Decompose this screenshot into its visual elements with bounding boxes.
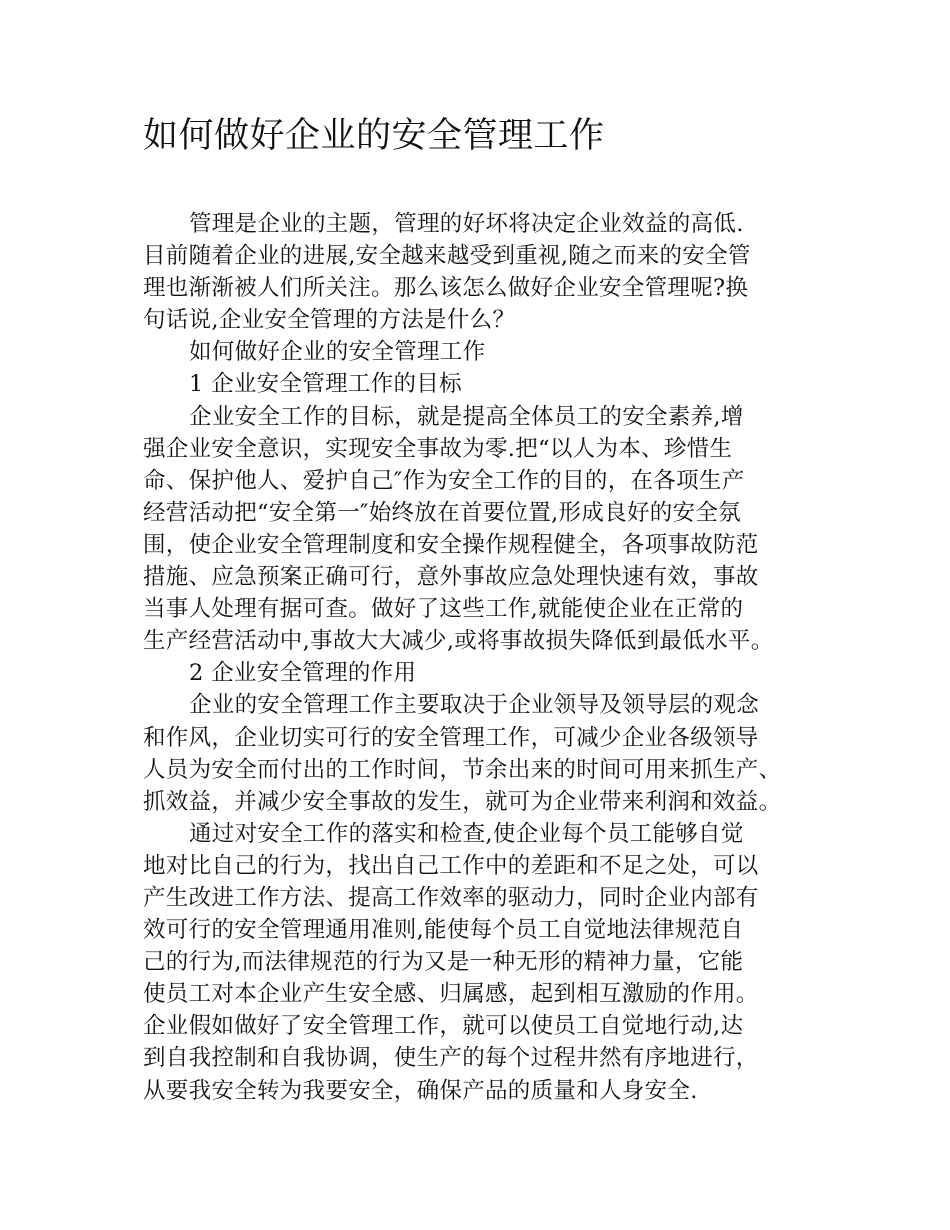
paragraph-start-line: 通过对安全工作的落实和检查,使企业每个员工能够自觉 <box>189 820 744 847</box>
text-line: 效可行的安全管理通用准则,能使每个员工自觉地法律规范自 <box>143 917 744 944</box>
document-title: 如何做好企业的安全管理工作 <box>143 116 605 156</box>
text-line: 围，使企业安全管理制度和安全操作规程健全，各项事故防范 <box>143 531 759 558</box>
paragraph-start-line: 如何做好企业的安全管理工作 <box>189 339 486 366</box>
text-line: 目前随着企业的进展,安全越来越受到重视,随之而来的安全管 <box>143 243 751 270</box>
paragraph-start-line: 企业安全工作的目标，就是提高全体员工的安全素养,增 <box>189 403 744 430</box>
paragraph-start-line: 2 企业安全管理的作用 <box>189 660 417 687</box>
text-line: 和作风，企业切实可行的安全管理工作，可减少企业各级领导 <box>143 724 759 751</box>
text-line: 句话说,企业安全管理的方法是什么？ <box>143 307 516 334</box>
text-line: 产生改进工作方法、提高工作效率的驱动力，同时企业内部有 <box>143 884 759 911</box>
paragraph-start-line: 1 企业安全管理工作的目标 <box>189 371 462 398</box>
paragraph-start-line: 企业的安全管理工作主要取决于企业领导及领导层的观念 <box>189 692 760 719</box>
text-line: 从要我安全转为我要安全，确保产品的质量和人身安全. <box>143 1077 698 1104</box>
text-line: 己的行为,而法律规范的行为又是一种无形的精神力量，它能 <box>143 949 744 976</box>
text-line: 抓效益，并减少安全事故的发生，就可为企业带来利润和效益。 <box>143 788 782 815</box>
text-line: 地对比自己的行为，找出自己工作中的差距和不足之处，可以 <box>143 852 759 879</box>
text-line: 到自我控制和自我协调，使生产的每个过程井然有序地进行， <box>143 1045 759 1072</box>
document-body <box>143 208 813 1107</box>
paragraph-start-line: 管理是企业的主题，管理的好坏将决定企业效益的高低. <box>189 211 744 237</box>
text-line: 强企业安全意识，实现安全事故为零.把“以人为本、珍惜生 <box>143 435 733 462</box>
text-line: 人员为安全而付出的工作时间，节余出来的时间可用来抓生产、 <box>143 756 782 783</box>
text-line: 使员工对本企业产生安全感、归属感，起到相互激励的作用。 <box>143 981 759 1008</box>
text-line: 企业假如做好了安全管理工作，就可以使员工自觉地行动,达 <box>143 1013 744 1040</box>
text-line: 生产经营活动中,事故大大减少,或将事故损失降低到最低水平。 <box>143 628 774 655</box>
text-line: 命、保护他人、爱护自己″作为安全工作的目的，在各项生产 <box>143 467 745 494</box>
text-line: 当事人处理有据可查。做好了这些工作,就能使企业在正常的 <box>143 596 744 623</box>
text-line: 经营活动把“安全第一″始终放在首要位置,形成良好的安全氛 <box>143 499 741 526</box>
text-line: 理也渐渐被人们所关注。那么该怎么做好企业安全管理呢?换 <box>143 275 749 302</box>
text-line: 措施、应急预案正确可行，意外事故应急处理快速有效，事故 <box>143 564 759 591</box>
